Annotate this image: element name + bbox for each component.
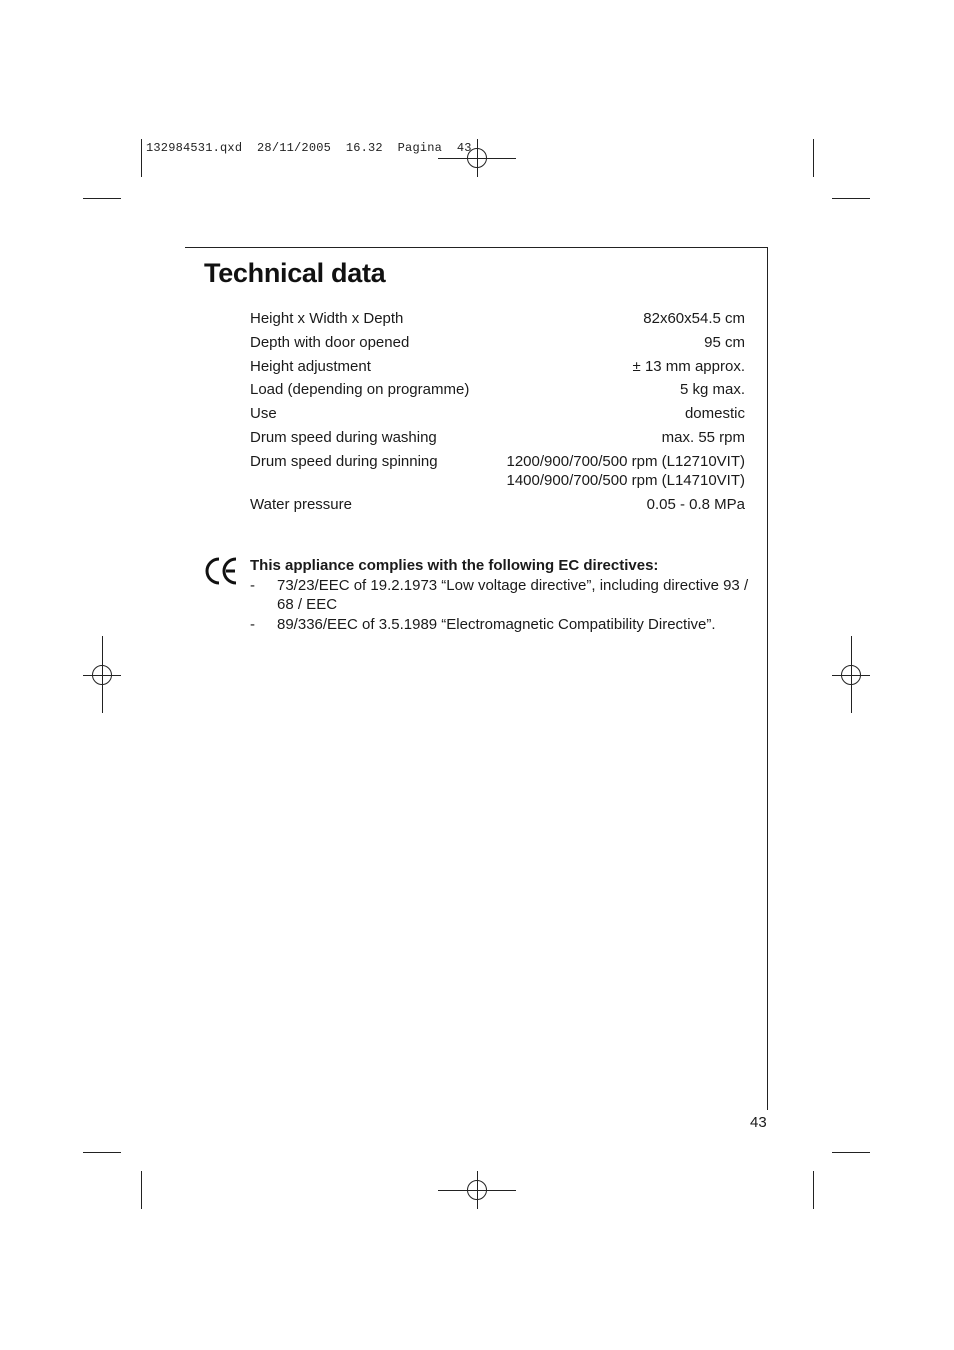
crop-mark (813, 1171, 814, 1209)
spec-value: domestic (684, 405, 745, 423)
spec-value: ± 13 mm approx. (632, 357, 745, 375)
spec-row (250, 404, 745, 423)
spec-value: 95 cm (704, 333, 745, 351)
spec-label: Load (depending on programme) (250, 381, 470, 399)
spec-label: Height x Width x Depth (250, 310, 404, 327)
frame-top-rule (185, 247, 768, 248)
spec-table (250, 309, 745, 518)
spec-label: Water pressure (250, 495, 352, 513)
ec-directives (250, 556, 752, 634)
spec-row (250, 495, 745, 514)
spec-value: 82x60x54.5 cm (643, 310, 745, 327)
spec-value: 0.05 - 0.8 MPa (646, 495, 745, 513)
crop-mark (813, 139, 814, 177)
spec-row (250, 452, 745, 490)
crop-mark (141, 139, 142, 177)
crop-mark (83, 198, 121, 199)
list-bullet: - (250, 576, 255, 594)
crop-mark (832, 198, 870, 199)
ec-heading: This appliance complies with the following EC directives: (250, 557, 659, 574)
spec-label: Drum speed during washing (250, 428, 437, 446)
spec-row (250, 309, 745, 328)
list-item (250, 615, 752, 635)
crop-mark (141, 1171, 142, 1209)
list-item (250, 576, 752, 615)
ce-mark-icon (204, 556, 238, 586)
spec-row (250, 380, 745, 399)
frame-right-rule (767, 247, 768, 1110)
print-slug: 132984531.qxd 28/11/2005 16.32 Pagina 43 (146, 141, 472, 155)
spec-label: Height adjustment (250, 357, 371, 375)
page-title: Technical data (204, 258, 386, 288)
page-number: 43 (750, 1114, 767, 1131)
list-item-text: 89/336/EEC of 3.5.1989 “Electromagnetic Compatibility Directive”. (277, 615, 716, 633)
list-item-text: 73/23/EEC of 19.2.1973 “Low voltage directive”, including directive 93 / 68 / EEC (277, 576, 749, 613)
spec-value: 5 kg max. (679, 381, 745, 399)
spec-label: Drum speed during spinning (250, 452, 438, 470)
spec-value-multi (507, 452, 746, 490)
spec-value: 1400/900/700/500 rpm (L14710VIT) (506, 471, 745, 489)
spec-value: 1200/900/700/500 rpm (L12710VIT) (506, 452, 745, 470)
spec-row (250, 357, 745, 376)
list-bullet: - (250, 615, 255, 633)
spec-label: Use (250, 405, 277, 423)
crop-mark (83, 1152, 121, 1153)
crop-mark (832, 1152, 870, 1153)
spec-label: Depth with door opened (250, 333, 410, 351)
spec-row (250, 428, 745, 447)
spec-value: max. 55 rpm (661, 428, 745, 446)
spec-row (250, 333, 745, 352)
